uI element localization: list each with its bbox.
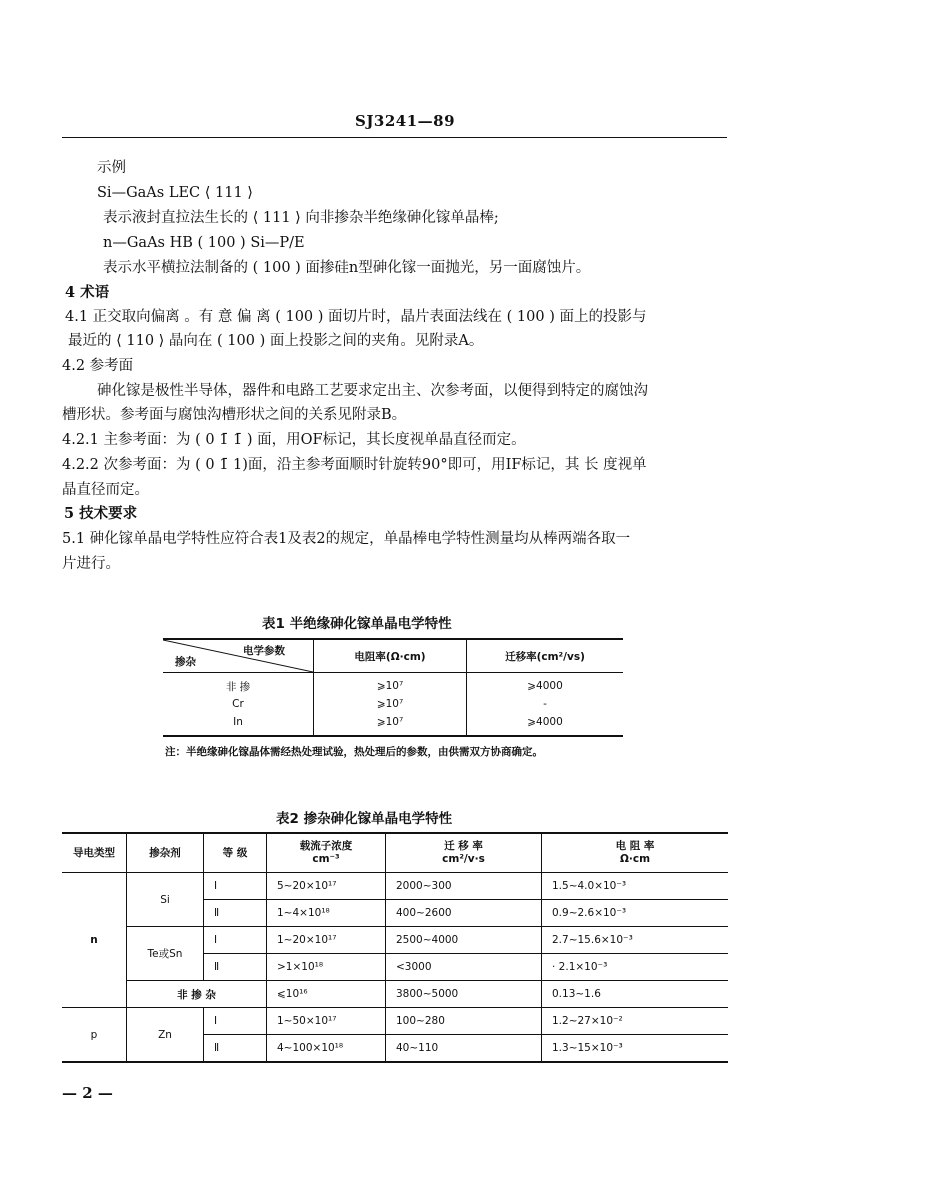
mobility-cell: ⩾4000 (527, 716, 563, 728)
conc-cell: 1~4×10¹⁸ (267, 900, 386, 927)
table-2 (62, 832, 728, 1063)
dopant-cell: In (163, 713, 314, 736)
header-mobility (386, 833, 542, 873)
grade-cell: Ⅱ (204, 1035, 267, 1063)
example-line-2: 表示液封直拉法生长的 ⟨ 111 ⟩ 向非掺杂半绝缘砷化镓单晶棒; (103, 210, 499, 226)
resistivity-cell: 0.9~2.6×10⁻³ (542, 900, 729, 927)
grade-cell: I (204, 927, 267, 954)
table-2-caption: 表2 掺杂砷化镓单晶电学特性 (276, 811, 453, 827)
conc-cell: >1×10¹⁸ (267, 954, 386, 981)
resistivity-cell: ⩾10⁷ (314, 713, 467, 736)
example-heading: 示例 (97, 160, 126, 176)
conc-cell: 1~20×10¹⁷ (267, 927, 386, 954)
conc-label: 载流子浓度 (299, 840, 353, 852)
section-4-2-1: 4.2.1 主参考面：为 ( 0 1̄ 1̄ ) 面，用OF标记，其长度视单晶直径而定。 (62, 432, 526, 448)
grade-cell: Ⅱ (204, 954, 267, 981)
grade-cell: Ⅱ (204, 900, 267, 927)
conc-cell: 4~100×10¹⁸ (267, 1035, 386, 1063)
mobility-cell: 2500~4000 (386, 927, 542, 954)
section-4-2-2-line-1: 4.2.2 次参考面：为 ( 0 1̄ 1)面，沿主参考面顺时针旋转90°即可，用IF标记，其 长 度视单 (62, 457, 647, 473)
dopant-cell: Cr (163, 695, 314, 713)
resistivity-cell: ⩾10⁷ (314, 695, 467, 713)
header-resistivity (542, 833, 729, 873)
conc-cell: ⩽10¹⁶ (267, 981, 386, 1008)
table-1-note: 注：半绝缘砷化镓晶体需经热处理试验，热处理后的参数，由供需双方协商确定。 (165, 746, 543, 758)
conc-cell: 1~50×10¹⁷ (267, 1008, 386, 1035)
header-rule (62, 137, 727, 138)
dopant-cell-te-sn: Te或Sn (127, 927, 204, 981)
header-grade: 等 级 (204, 833, 267, 873)
section-4-2-heading: 4.2 参考面 (62, 358, 134, 374)
dopant-cell-zn: Zn (127, 1008, 204, 1063)
dopant-cell-si: Si (127, 873, 204, 927)
table-1-header-resistivity: 电阻率(Ω·cm) (314, 639, 467, 673)
resistivity-cell: 1.2~27×10⁻² (542, 1008, 729, 1035)
table-row (62, 873, 728, 900)
section-4-2-line-2: 槽形状。参考面与腐蚀沟槽形状之间的关系见附录B。 (62, 407, 407, 423)
table-1-caption: 表1 半绝缘砷化镓单晶电学特性 (262, 616, 452, 632)
table-1-header-mobility: 迁移率(cm²/vs) (467, 639, 624, 673)
mobility-label: 迁 移 率 (444, 840, 483, 852)
example-line-4: 表示水平横拉法制备的 ( 100 ) 面掺硅n型砷化镓一面抛光，另一面腐蚀片。 (103, 260, 591, 276)
mobility-cell: 40~110 (386, 1035, 542, 1063)
table-row (62, 927, 728, 954)
section-4-2-2-line-2: 晶直径而定。 (62, 482, 149, 498)
header-dopant: 掺杂剂 (127, 833, 204, 873)
table-row (163, 713, 623, 736)
type-cell-p: p (62, 1008, 127, 1063)
mobility-cell: - (543, 698, 547, 710)
resistivity-unit: Ω·cm (619, 853, 651, 865)
resistivity-cell: 1.3~15×10⁻³ (542, 1035, 729, 1063)
section-5-heading: 5 技术要求 (64, 505, 138, 522)
table-1 (163, 638, 623, 737)
dopant-cell: 非 掺 (163, 673, 314, 696)
resistivity-cell: 2.7~15.6×10⁻³ (542, 927, 729, 954)
resistivity-label: 电 阻 率 (615, 840, 655, 852)
example-line-3: n—GaAs HB ( 100 ) Si—P/E (103, 235, 305, 251)
mobility-cell: 3800~5000 (386, 981, 542, 1008)
resistivity-cell: · 2.1×10⁻³ (542, 954, 729, 981)
section-4-2-line-1: 砷化镓是极性半导体，器件和电路工艺要求定出主、次参考面，以便得到特定的腐蚀沟 (97, 383, 648, 399)
mobility-cell: 100~280 (386, 1008, 542, 1035)
diag-top-label: 电学参数 (243, 645, 285, 657)
header-concentration (267, 833, 386, 873)
mobility-cell: ⩾4000 (527, 680, 563, 692)
page-number: — 2 — (62, 1084, 113, 1102)
document-code: SJ3241—89 (355, 112, 456, 130)
section-4-1-line-1: 4.1 正交取向偏离 。有 意 偏 离 ( 100 ) 面切片时，晶片表面法线在 ( 100 ) 面上的投影与 (65, 309, 647, 325)
dopant-cell-undoped: 非 掺 杂 (127, 981, 267, 1008)
table-row (62, 981, 728, 1008)
example-line-1: Si—GaAs LEC ⟨ 111 ⟩ (97, 185, 253, 201)
resistivity-cell: 0.13~1.6 (542, 981, 729, 1008)
grade-cell: I (204, 873, 267, 900)
header-type: 导电类型 (62, 833, 127, 873)
resistivity-cell: ⩾10⁷ (314, 673, 467, 696)
diag-bottom-label: 掺杂 (175, 656, 196, 668)
mobility-unit: cm²/v·s (442, 853, 485, 865)
mobility-cell: 2000~300 (386, 873, 542, 900)
section-4-heading: 4 术语 (65, 284, 110, 301)
mobility-cell: 400~2600 (386, 900, 542, 927)
table-row (163, 673, 623, 696)
grade-cell: I (204, 1008, 267, 1035)
type-cell-n: n (62, 873, 127, 1008)
section-5-1-line-2: 片进行。 (62, 556, 120, 572)
table-row (62, 1008, 728, 1035)
table-row (163, 695, 623, 713)
conc-unit: cm⁻³ (312, 853, 340, 865)
resistivity-cell: 1.5~4.0×10⁻³ (542, 873, 729, 900)
section-4-1-line-2: 最近的 ⟨ 110 ⟩ 晶向在 ( 100 ) 面上投影之间的夹角。见附录A。 (68, 333, 484, 349)
section-5-1-line-1: 5.1 砷化镓单晶电学特性应符合表1及表2的规定，单晶棒电学特性测量均从棒两端各取一 (62, 531, 631, 547)
table-1-diagonal-header (163, 639, 314, 673)
mobility-cell: <3000 (386, 954, 542, 981)
conc-cell: 5~20×10¹⁷ (267, 873, 386, 900)
